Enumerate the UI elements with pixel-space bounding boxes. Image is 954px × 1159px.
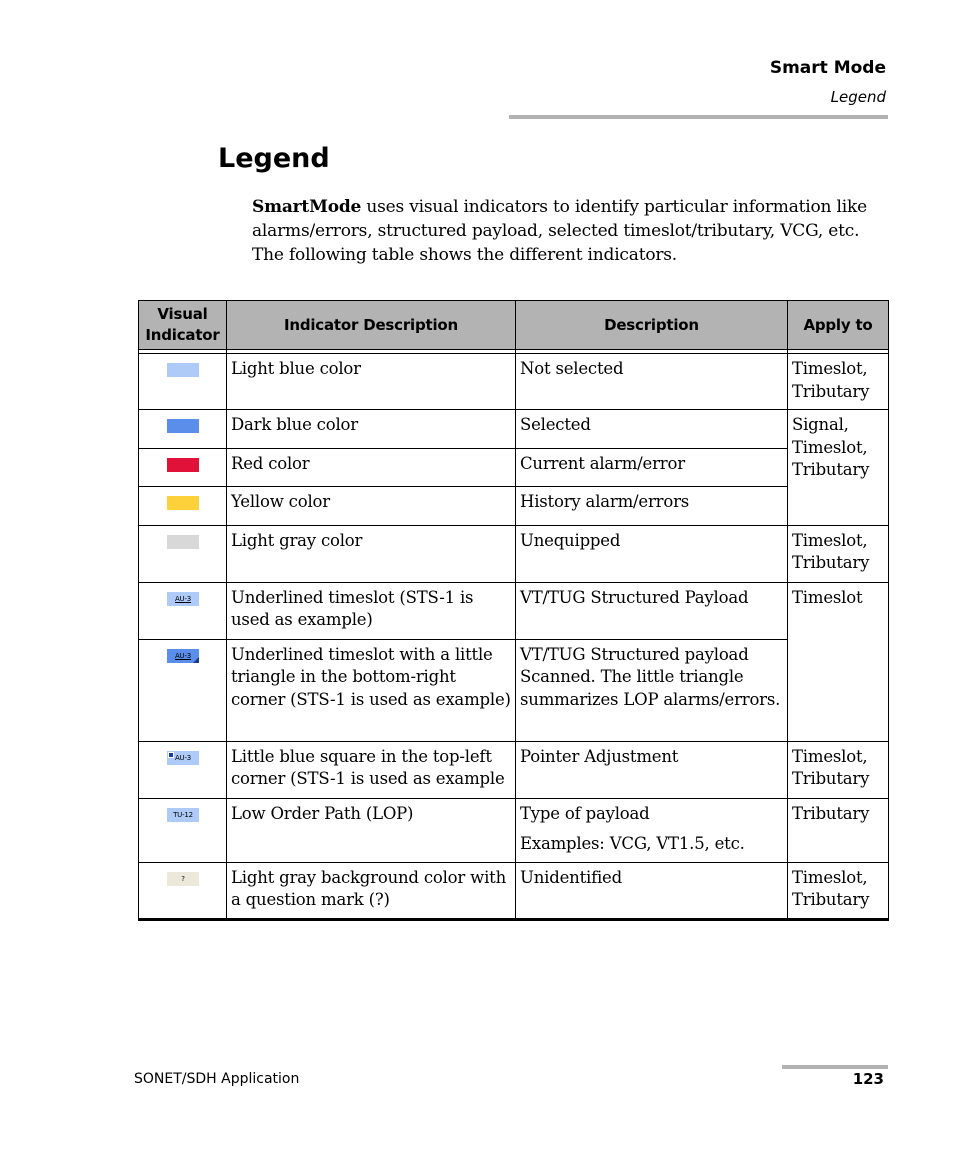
yellow-swatch	[167, 496, 199, 510]
col-header-visual: Visual Indicator	[139, 301, 227, 350]
col-header-indicator-description: Indicator Description	[227, 301, 516, 350]
triangle-icon	[193, 657, 199, 663]
intro-text: uses visual indicators to identify particular information like alarms/errors, structured payload, selected timeslot/tributary, VCG, etc. The following table shows the different indicators.	[252, 197, 867, 265]
swatch-label: TU-12	[173, 810, 193, 819]
table-row	[139, 582, 889, 639]
table-row	[139, 448, 889, 487]
visual-cell	[139, 487, 227, 526]
description-cell: VT/TUG Structured Payload	[516, 582, 788, 639]
apply-cell: Timeslot, Tributary	[788, 354, 889, 410]
table-header-row	[139, 301, 889, 350]
pointer-adjustment-swatch	[167, 751, 199, 765]
visual-cell	[139, 582, 227, 639]
description-cell: Not selected	[516, 354, 788, 410]
apply-cell: Timeslot, Tributary	[788, 741, 889, 798]
indicator-cell: Light blue color	[227, 354, 516, 410]
indicator-cell: Red color	[227, 448, 516, 487]
table-row	[139, 639, 889, 741]
swatch-label: AU-3	[174, 753, 192, 762]
visual-cell	[139, 741, 227, 798]
indicator-cell: Light gray color	[227, 525, 516, 582]
visual-cell	[139, 525, 227, 582]
apply-cell: Timeslot, Tributary	[788, 862, 889, 919]
swatch-label: AU-3	[174, 594, 192, 603]
visual-cell	[139, 448, 227, 487]
col-header-apply-to: Apply to	[788, 301, 889, 350]
indicator-cell: Underlined timeslot (STS-1 is used as example)	[227, 582, 516, 639]
visual-cell	[139, 798, 227, 862]
description-cell	[516, 798, 788, 862]
dark-blue-swatch	[167, 419, 199, 433]
indicator-cell: Underlined timeslot with a little triangle in the bottom-right corner (STS-1 is used as example)	[227, 639, 516, 741]
table-row	[139, 798, 889, 862]
apply-cell: Tributary	[788, 798, 889, 862]
indicator-cell: Dark blue color	[227, 410, 516, 449]
description-line: Examples: VCG, VT1.5, etc.	[520, 834, 745, 853]
legend-table	[138, 300, 889, 921]
underlined-timeslot-triangle-swatch	[167, 649, 199, 663]
table-row	[139, 410, 889, 449]
blue-square-icon	[168, 752, 174, 758]
page-heading: Legend	[218, 143, 330, 174]
apply-cell: Timeslot, Tributary	[788, 525, 889, 582]
description-cell: VT/TUG Structured payload Scanned. The little triangle summarizes LOP alarms/errors.	[516, 639, 788, 741]
red-swatch	[167, 458, 199, 472]
swatch-label: AU-3	[174, 651, 192, 660]
intro-bold-term: SmartMode	[252, 197, 362, 217]
description-cell: Pointer Adjustment	[516, 741, 788, 798]
indicator-cell: Little blue square in the top-left corner (STS-1 is used as example	[227, 741, 516, 798]
unidentified-swatch	[167, 872, 199, 886]
header-rule	[509, 115, 888, 119]
visual-cell	[139, 410, 227, 449]
footer-doc-title: SONET/SDH Application	[134, 1071, 300, 1087]
visual-cell	[139, 639, 227, 741]
indicator-cell: Low Order Path (LOP)	[227, 798, 516, 862]
table-row	[139, 862, 889, 919]
swatch-label: ?	[181, 874, 185, 883]
description-cell: Unequipped	[516, 525, 788, 582]
running-header-title: Smart Mode	[769, 58, 886, 78]
table-row	[139, 487, 889, 526]
light-gray-swatch	[167, 535, 199, 549]
table-row	[139, 525, 889, 582]
table-row	[139, 354, 889, 410]
underlined-timeslot-swatch	[167, 592, 199, 606]
table-row	[139, 741, 889, 798]
running-header-subtitle: Legend	[830, 88, 886, 106]
footer-rule	[782, 1065, 888, 1069]
page-number: 123	[852, 1070, 884, 1088]
description-cell: Unidentified	[516, 862, 788, 919]
indicator-cell: Light gray background color with a question mark (?)	[227, 862, 516, 919]
apply-cell: Signal, Timeslot, Tributary	[788, 410, 889, 526]
visual-cell	[139, 862, 227, 919]
apply-cell: Timeslot	[788, 582, 889, 741]
light-blue-swatch	[167, 363, 199, 377]
intro-paragraph	[252, 195, 872, 267]
indicator-cell: Yellow color	[227, 487, 516, 526]
description-cell: History alarm/errors	[516, 487, 788, 526]
description-cell: Current alarm/error	[516, 448, 788, 487]
lop-swatch	[167, 808, 199, 822]
col-header-description: Description	[516, 301, 788, 350]
description-cell: Selected	[516, 410, 788, 449]
visual-cell	[139, 354, 227, 410]
description-line: Type of payload	[520, 803, 650, 823]
